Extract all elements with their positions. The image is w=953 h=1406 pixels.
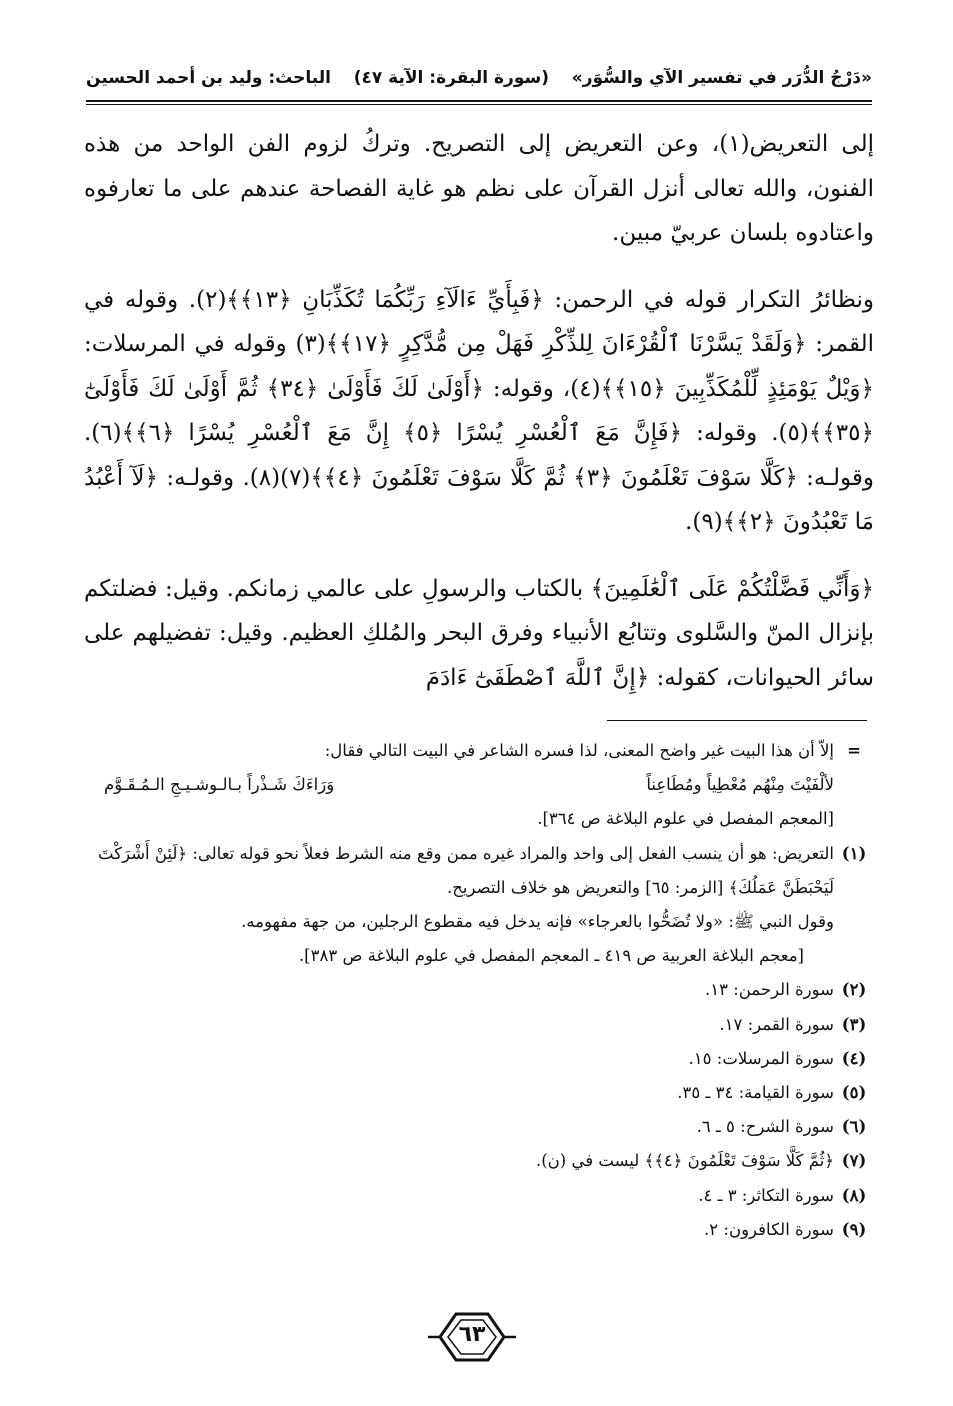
paragraph-gap xyxy=(84,545,874,567)
paragraph-3: ﴿وَأَنِّي فَضَّلْتُكُمْ عَلَى ٱلْعَٰلَمِينَ﴾ بالكتاب والرسولِ على عالمي زمانكم. وقيل: فضلتكم بإنزال المنّ والسَّلوى وتتابُع الأنبياء وفرق البحر والمُلكِ العظيم. وقيل: تفضيلهم على سائر الحيوانات، كقوله: ﴿إِنَّ ٱللَّهَ ٱصْطَفَىٰٓ ءَادَمَ xyxy=(84,575,874,691)
footnote-line: ﴿ثُمَّ كَلَّا سَوْفَ تَعْلَمُونَ ﴿٤﴾﴾ ليست في (ن). xyxy=(536,1151,834,1171)
footnote-continuation-marker: = xyxy=(847,741,861,760)
footnote-number: (٦) xyxy=(841,1117,867,1137)
footnote-2 xyxy=(84,973,874,1007)
footnotes xyxy=(84,734,874,1247)
footnote-rule xyxy=(607,720,867,721)
footnote-line: سورة الكافرون: ٢. xyxy=(704,1219,834,1239)
footnote-7 xyxy=(84,1144,874,1178)
paragraph-1: إلى التعريض(١)، وعن التعريض إلى التصريح. وتركُ لزوم الفن الواحد من هذه الفنون، والله تعالى أنزل القرآن على نظم هو غاية الفصاحة عندهم على ما تعارفوه واعتادوه بلسان عربيّ مبين. xyxy=(84,131,874,246)
footnote-line: سورة المرسلات: ١٥. xyxy=(688,1048,834,1068)
paragraph-gap xyxy=(84,256,874,278)
paragraph-2: ونظائرُ التكرار قوله في الرحمن: ﴿فَبِأَيِّ ءَالَآءِ رَبِّكُمَا تُكَذِّبَانِ ﴿١٣﴾﴾(٢). وقوله في القمر: ﴿وَلَقَدْ يَسَّرْنَا ٱلْقُرْءَانَ لِلذِّكْرِ فَهَلْ مِن مُّدَّكِرٍ ﴿١٧﴾﴾(٣) وقوله في المرسلات: ﴿وَيْلٌ يَوْمَئِذٍ لِّلْمُكَذِّبِينَ ﴿١٥﴾﴾(٤)، وقوله: ﴿أَوْلَىٰ لَكَ فَأَوْلَىٰ ﴿٣٤﴾ ثُمَّ أَوْلَىٰ لَكَ فَأَوْلَىٰٓ ﴿٣٥﴾﴾(٥). وقوله: ﴿فَإِنَّ مَعَ ٱلْعُسْرِ يُسْرًا ﴿٥﴾ إِنَّ مَعَ ٱلْعُسْرِ يُسْرًا ﴿٦﴾﴾(٦). وقولـه: ﴿كَلَّا سَوْفَ تَعْلَمُونَ ﴿٣﴾ ثُمَّ كَلَّا سَوْفَ تَعْلَمُونَ ﴿٤﴾﴾(٧)(٨). وقولـه: ﴿لَآ أَعْبُدُ مَا تَعْبُدُونَ ﴿٢﴾﴾(٩). xyxy=(84,286,874,535)
footnote-5 xyxy=(84,1076,874,1110)
footnote-6 xyxy=(84,1110,874,1144)
footnote-continuation xyxy=(84,734,874,837)
footnote-continuation-text: إلاّ أن هذا البيت غير واضح المعنى، لذا فسره الشاعر في البيت التالي فقال: xyxy=(324,741,834,760)
footnote-number: (١) xyxy=(841,843,867,863)
footnote-line: سورة التكاثر: ٣ ـ ٤. xyxy=(698,1185,834,1205)
poetry-verse xyxy=(84,768,834,802)
header-book-title: «دَرْجُ الدُّرَر في تفسير الآي والسُّوَر» xyxy=(571,68,872,88)
header-section: (سورة البقرة: الآية ٤٧) xyxy=(353,68,549,88)
main-text xyxy=(84,122,874,700)
footnote-number: (٤) xyxy=(841,1048,867,1068)
footnote-line: سورة القمر: ١٧. xyxy=(719,1014,834,1034)
footnote-9 xyxy=(84,1213,874,1247)
footnote-1 xyxy=(84,837,874,974)
footnote-8 xyxy=(84,1179,874,1213)
footnote-number: (٣) xyxy=(841,1014,867,1034)
page-number: ٦٣ xyxy=(458,1322,486,1347)
verse-second-hemistich: وَرَاءَكَ شَـذْراً بـالـوشـيـجِ الـمُـقَـوَّم xyxy=(104,775,335,795)
footnote-number: (٥) xyxy=(841,1083,867,1103)
footnote-line: التعريض: هو أن ينسب الفعل إلى واحد والمراد غيره ممن وقع منه الشرط فعلاً نحو قوله تعالى: ﴿لَئِنْ أَشْرَكْتَ لَيَحْبَطَنَّ عَمَلُكَ﴾ [الزمر: ٦٥] والتعريض هو خلاف التصريح. xyxy=(98,843,834,897)
verse-first-hemistich: لألْفَيْتَ مِنْهُم مُعْطِياً ومُطَاعِناً xyxy=(646,775,834,795)
footnote-3 xyxy=(84,1008,874,1042)
header-rule xyxy=(86,100,872,105)
footnote-continuation-reference: [المعجم المفصل في علوم البلاغة ص ٣٦٤]. xyxy=(537,809,834,829)
footnote-number: (٧) xyxy=(841,1151,867,1171)
page-number-ornament xyxy=(426,1308,518,1366)
footnote-line: سورة الشرح: ٥ ـ ٦. xyxy=(696,1117,834,1137)
footnote-reference: [معجم البلاغة العربية ص ٤١٩ ـ المعجم المفصل في علوم البلاغة ص ٣٨٣]. xyxy=(298,946,804,966)
footnote-line: وقول النبي ﷺ: «ولا تُضَحُّوا بالعرجاء» فإنه يدخل فيه مقطوع الرجلين، من جهة مفهومه. xyxy=(241,912,834,932)
footnote-number: (٩) xyxy=(841,1219,867,1239)
footnote-number: (٢) xyxy=(841,980,867,1000)
footnote-line: سورة القيامة: ٣٤ ـ ٣٥. xyxy=(677,1083,834,1103)
header-author: الباحث: وليد بن أحمد الحسين xyxy=(86,68,331,88)
running-header xyxy=(86,60,872,96)
footnote-line: سورة الرحمن: ١٣. xyxy=(704,980,834,1000)
footnote-number: (٨) xyxy=(841,1185,867,1205)
footnote-4 xyxy=(84,1042,874,1076)
